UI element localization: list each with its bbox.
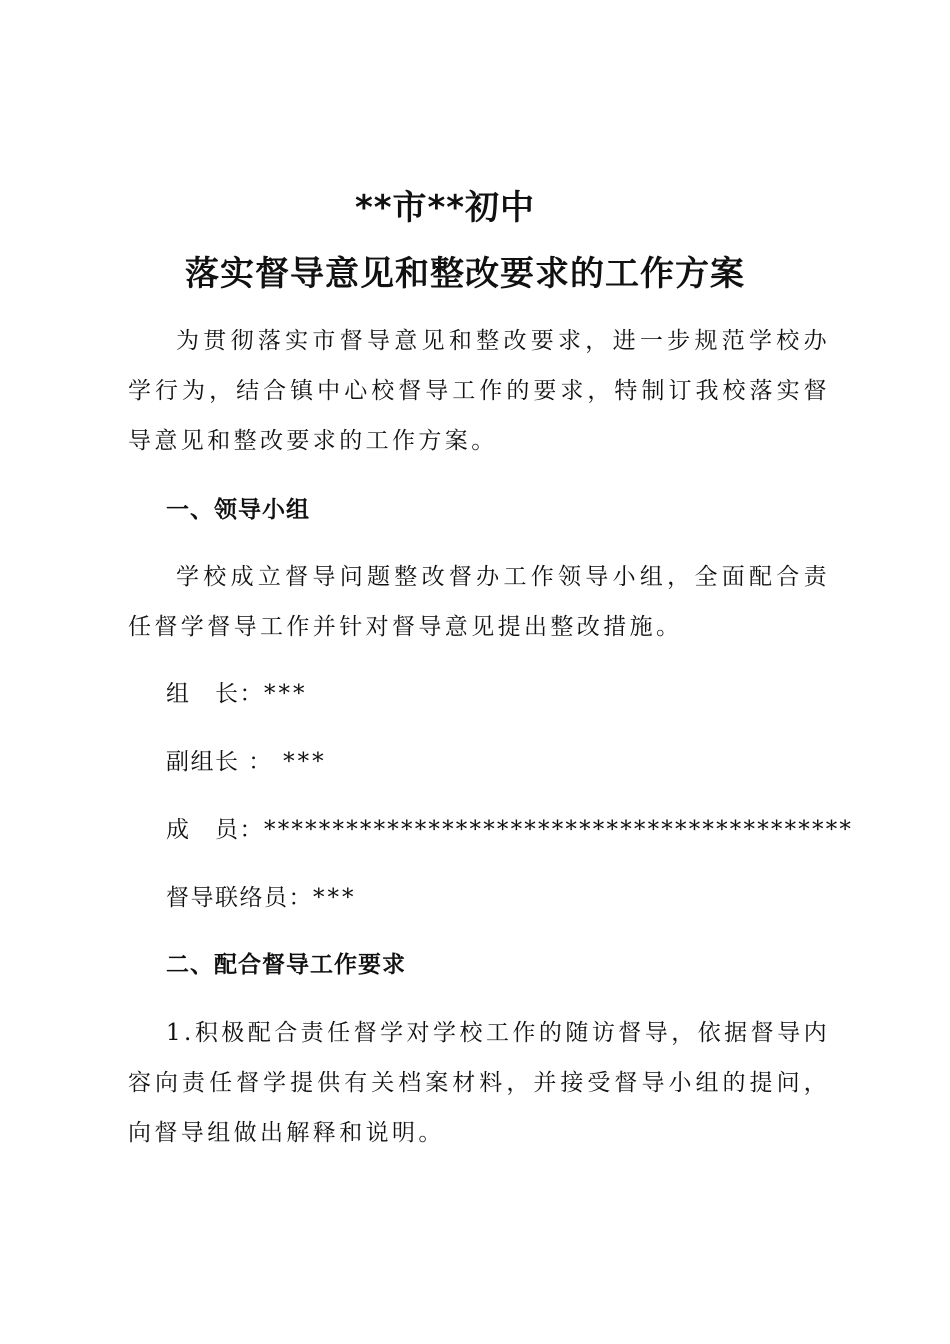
- section1-body: 学校成立督导问题整改督办工作领导小组，全面配合责任督学督导工作并针对督导意见提出整改措施。: [128, 564, 830, 640]
- member-members: [166, 810, 853, 850]
- member-value: ***: [313, 885, 357, 911]
- member-value: *******************************************: [264, 817, 854, 843]
- member-label: 副组长 ：: [166, 749, 273, 775]
- member-label: 督导联络员：: [166, 885, 313, 911]
- member-label: 成 员：: [166, 817, 264, 843]
- section2-heading: 二、配合督导工作要求: [166, 952, 406, 978]
- member-deputy-leader: [166, 742, 327, 782]
- document-title-line2: 落实督导意见和整改要求的工作方案: [185, 254, 745, 294]
- document-title-line1: **市**初中: [354, 188, 536, 228]
- section2-item1: 1.积极配合责任督学对学校工作的随访督导，依据督导内容向责任督学提供有关档案材料，并接受督导小组的提问，向督导组做出解释和说明。: [128, 1020, 830, 1146]
- member-liaison: [166, 878, 357, 918]
- member-value: ***: [264, 681, 308, 707]
- intro-paragraph: 为贯彻落实市督导意见和整改要求，进一步规范学校办学行为，结合镇中心校督导工作的要求，特制订我校落实督导意见和整改要求的工作方案。: [128, 328, 830, 454]
- member-label: 组 长：: [166, 681, 264, 707]
- member-leader: [166, 674, 308, 714]
- section1-heading: 一、领导小组: [166, 497, 310, 523]
- member-value: ***: [272, 749, 327, 775]
